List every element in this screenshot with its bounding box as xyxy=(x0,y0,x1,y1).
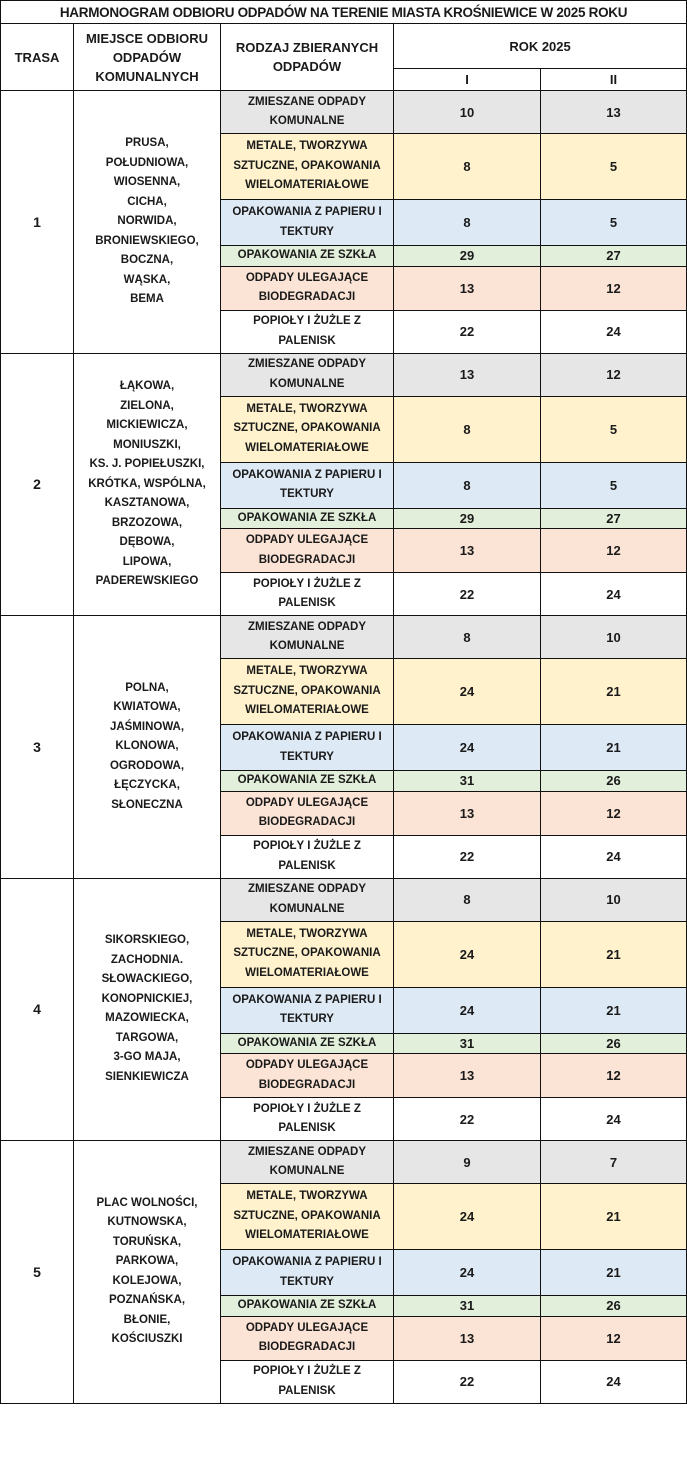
pickup-day-month-1: 24 xyxy=(394,1250,541,1296)
street-name: ŁĄKOWA, xyxy=(119,380,175,392)
pickup-day-month-1: 22 xyxy=(394,835,541,878)
pickup-day-month-2: 12 xyxy=(541,529,687,573)
route-number: 3 xyxy=(1,616,74,879)
street-name: WIOSENNA, xyxy=(113,176,181,188)
header-waste-type: RODZAJ ZBIERANYCH ODPADÓW xyxy=(221,24,394,91)
street-name: KOŚCIUSZKI xyxy=(111,1333,183,1346)
street-name: SŁOWACKIEGO, xyxy=(101,973,193,986)
waste-type-glass: OPAKOWANIA ZE SZKŁA xyxy=(221,1296,394,1317)
waste-type-mixed: ZMIESZANE ODPADY KOMUNALNE xyxy=(221,353,394,396)
pickup-day-month-2: 24 xyxy=(541,1360,687,1403)
street-name: OGRODOWA, xyxy=(109,759,185,772)
street-name: KRÓTKA, WSPÓLNA, xyxy=(88,477,206,490)
pickup-day-month-2: 10 xyxy=(541,878,687,921)
route-streets xyxy=(74,353,221,616)
street-name: NORWIDA, xyxy=(117,215,177,227)
pickup-day-month-2: 21 xyxy=(541,1250,687,1296)
street-name: ZACHODNIA. xyxy=(110,953,184,966)
waste-type-paper: OPAKOWANIA Z PAPIERU I TEKTURY xyxy=(221,1250,394,1296)
pickup-day-month-1: 13 xyxy=(394,529,541,573)
waste-type-glass: OPAKOWANIA ZE SZKŁA xyxy=(221,771,394,792)
pickup-day-month-2: 5 xyxy=(541,134,687,200)
street-name: KLONOWA, xyxy=(115,740,179,752)
street-name: TORUŃSKA, xyxy=(112,1235,182,1248)
waste-type-metal: METALE, TWORZYWA SZTUCZNE, OPAKOWANIA WIELOMATERIAŁOWE xyxy=(221,134,394,200)
street-name: BŁONIE, xyxy=(123,1313,171,1326)
pickup-day-month-2: 21 xyxy=(541,659,687,725)
pickup-day-month-2: 24 xyxy=(541,1098,687,1141)
pickup-day-month-1: 8 xyxy=(394,134,541,200)
pickup-day-month-2: 21 xyxy=(541,921,687,987)
pickup-day-month-2: 21 xyxy=(541,1184,687,1250)
pickup-day-month-2: 5 xyxy=(541,396,687,462)
waste-type-paper: OPAKOWANIA Z PAPIERU I TEKTURY xyxy=(221,462,394,508)
pickup-day-month-1: 29 xyxy=(394,508,541,529)
table-row xyxy=(1,1141,687,1184)
street-name: SIKORSKIEGO, xyxy=(104,934,190,947)
waste-type-metal: METALE, TWORZYWA SZTUCZNE, OPAKOWANIA WIELOMATERIAŁOWE xyxy=(221,659,394,725)
street-name: KOLEJOWA, xyxy=(112,1274,182,1287)
header-location: MIEJSCE ODBIORU ODPADÓW KOMUNALNYCH xyxy=(74,24,221,91)
pickup-day-month-1: 13 xyxy=(394,353,541,396)
pickup-day-month-1: 24 xyxy=(394,921,541,987)
waste-type-bio: ODPADY ULEGAJĄCE BIODEGRADACJI xyxy=(221,266,394,310)
pickup-day-month-1: 31 xyxy=(394,771,541,792)
waste-type-bio: ODPADY ULEGAJĄCE BIODEGRADACJI xyxy=(221,1316,394,1360)
waste-type-ash: POPIOŁY I ŻUŻLE Z PALENISK xyxy=(221,1360,394,1403)
pickup-day-month-2: 24 xyxy=(541,573,687,616)
waste-type-mixed: ZMIESZANE ODPADY KOMUNALNE xyxy=(221,616,394,659)
waste-type-paper: OPAKOWANIA Z PAPIERU I TEKTURY xyxy=(221,725,394,771)
pickup-day-month-2: 27 xyxy=(541,508,687,529)
table-row xyxy=(1,353,687,396)
street-name: POŁUDNIOWA, xyxy=(105,156,189,169)
pickup-day-month-1: 24 xyxy=(394,725,541,771)
street-name: DĘBOWA, xyxy=(119,536,175,548)
waste-type-paper: OPAKOWANIA Z PAPIERU I TEKTURY xyxy=(221,987,394,1033)
pickup-day-month-2: 5 xyxy=(541,462,687,508)
street-name: 3-GO MAJA, xyxy=(113,1051,181,1064)
street-name: PLAC WOLNOŚCI, xyxy=(96,1196,198,1209)
pickup-day-month-1: 8 xyxy=(394,200,541,246)
pickup-day-month-1: 8 xyxy=(394,462,541,508)
street-name: JAŚMINOWA, xyxy=(109,720,185,733)
street-name: KONOPNICKIEJ, xyxy=(101,992,193,1005)
street-name: ZIELONA, xyxy=(120,399,174,412)
pickup-day-month-1: 22 xyxy=(394,310,541,353)
header-trasa: TRASA xyxy=(1,24,74,91)
pickup-day-month-1: 8 xyxy=(394,616,541,659)
pickup-day-month-2: 24 xyxy=(541,310,687,353)
waste-type-ash: POPIOŁY I ŻUŻLE Z PALENISK xyxy=(221,835,394,878)
street-name: LIPOWA, xyxy=(122,555,172,568)
waste-type-mixed: ZMIESZANE ODPADY KOMUNALNE xyxy=(221,1141,394,1184)
waste-type-metal: METALE, TWORZYWA SZTUCZNE, OPAKOWANIA WIELOMATERIAŁOWE xyxy=(221,396,394,462)
waste-type-ash: POPIOŁY I ŻUŻLE Z PALENISK xyxy=(221,1098,394,1141)
pickup-day-month-1: 9 xyxy=(394,1141,541,1184)
pickup-day-month-1: 22 xyxy=(394,1098,541,1141)
route-streets xyxy=(74,1141,221,1404)
pickup-day-month-1: 24 xyxy=(394,1184,541,1250)
waste-type-glass: OPAKOWANIA ZE SZKŁA xyxy=(221,508,394,529)
pickup-day-month-1: 13 xyxy=(394,266,541,310)
street-name: TARGOWA, xyxy=(115,1031,179,1044)
table-row xyxy=(1,616,687,659)
pickup-day-month-1: 22 xyxy=(394,573,541,616)
pickup-day-month-2: 21 xyxy=(541,725,687,771)
street-name: BRZOZOWA, xyxy=(111,516,183,529)
street-name: PARKOWA, xyxy=(115,1255,179,1268)
waste-type-paper: OPAKOWANIA Z PAPIERU I TEKTURY xyxy=(221,200,394,246)
street-name: ŁĘCZYCKA, xyxy=(114,779,180,791)
pickup-day-month-1: 10 xyxy=(394,91,541,134)
pickup-day-month-2: 12 xyxy=(541,1316,687,1360)
pickup-day-month-2: 12 xyxy=(541,791,687,835)
pickup-day-month-1: 22 xyxy=(394,1360,541,1403)
pickup-day-month-2: 12 xyxy=(541,1054,687,1098)
street-name: CICHA, xyxy=(127,195,167,208)
pickup-day-month-2: 27 xyxy=(541,246,687,267)
pickup-day-month-2: 26 xyxy=(541,1296,687,1317)
street-name: BEMA xyxy=(130,293,164,305)
table-row xyxy=(1,91,687,134)
pickup-day-month-1: 8 xyxy=(394,878,541,921)
street-name: PADEREWSKIEGO xyxy=(95,575,199,587)
pickup-day-month-2: 5 xyxy=(541,200,687,246)
street-name: MICKIEWICZA, xyxy=(106,419,188,431)
header-year: ROK 2025 xyxy=(394,24,687,69)
street-name: KS. J. POPIEŁUSZKI, xyxy=(89,458,205,470)
waste-type-bio: ODPADY ULEGAJĄCE BIODEGRADACJI xyxy=(221,529,394,573)
route-number: 1 xyxy=(1,91,74,354)
pickup-day-month-2: 24 xyxy=(541,835,687,878)
route-streets xyxy=(74,878,221,1141)
pickup-day-month-2: 21 xyxy=(541,987,687,1033)
street-name: POLNA, xyxy=(125,681,169,694)
pickup-day-month-2: 13 xyxy=(541,91,687,134)
pickup-day-month-2: 26 xyxy=(541,1033,687,1054)
street-name: SIENKIEWICZA xyxy=(105,1070,189,1083)
waste-type-glass: OPAKOWANIA ZE SZKŁA xyxy=(221,1033,394,1054)
waste-type-metal: METALE, TWORZYWA SZTUCZNE, OPAKOWANIA WIELOMATERIAŁOWE xyxy=(221,921,394,987)
street-name: POZNAŃSKA, xyxy=(108,1294,186,1307)
pickup-day-month-1: 13 xyxy=(394,1316,541,1360)
header-month-2: II xyxy=(541,69,687,91)
street-name: MAZOWIECKA, xyxy=(105,1012,189,1025)
waste-type-bio: ODPADY ULEGAJĄCE BIODEGRADACJI xyxy=(221,791,394,835)
pickup-day-month-1: 8 xyxy=(394,396,541,462)
street-name: PRUSA, xyxy=(125,137,169,149)
table-row xyxy=(1,878,687,921)
street-name: BRONIEWSKIEGO, xyxy=(95,234,199,247)
street-name: WĄSKA, xyxy=(123,273,171,286)
header-month-1: I xyxy=(394,69,541,91)
schedule-body xyxy=(1,91,687,1404)
street-name: BOCZNA, xyxy=(120,254,174,266)
waste-type-bio: ODPADY ULEGAJĄCE BIODEGRADACJI xyxy=(221,1054,394,1098)
pickup-day-month-2: 12 xyxy=(541,353,687,396)
pickup-day-month-2: 7 xyxy=(541,1141,687,1184)
route-number: 2 xyxy=(1,353,74,616)
route-number: 4 xyxy=(1,878,74,1141)
street-name: SŁONECZNA xyxy=(111,798,183,811)
street-name: KUTNOWSKA, xyxy=(107,1216,187,1229)
pickup-day-month-1: 13 xyxy=(394,1054,541,1098)
route-streets xyxy=(74,616,221,879)
pickup-day-month-2: 10 xyxy=(541,616,687,659)
pickup-day-month-2: 26 xyxy=(541,771,687,792)
pickup-day-month-2: 12 xyxy=(541,266,687,310)
waste-type-glass: OPAKOWANIA ZE SZKŁA xyxy=(221,246,394,267)
waste-type-metal: METALE, TWORZYWA SZTUCZNE, OPAKOWANIA WIELOMATERIAŁOWE xyxy=(221,1184,394,1250)
route-streets xyxy=(74,91,221,354)
pickup-day-month-1: 31 xyxy=(394,1033,541,1054)
street-name: MONIUSZKI, xyxy=(113,438,181,451)
table-title: HARMONOGRAM ODBIORU ODPADÓW NA TERENIE MIASTA KROŚNIEWICE W 2025 ROKU xyxy=(1,1,687,24)
pickup-day-month-1: 31 xyxy=(394,1296,541,1317)
street-name: KASZTANOWA, xyxy=(104,497,190,509)
pickup-day-month-1: 29 xyxy=(394,246,541,267)
waste-type-mixed: ZMIESZANE ODPADY KOMUNALNE xyxy=(221,878,394,921)
street-name: KWIATOWA, xyxy=(113,701,181,713)
waste-type-mixed: ZMIESZANE ODPADY KOMUNALNE xyxy=(221,91,394,134)
route-number: 5 xyxy=(1,1141,74,1404)
waste-type-ash: POPIOŁY I ŻUŻLE Z PALENISK xyxy=(221,573,394,616)
pickup-day-month-1: 24 xyxy=(394,987,541,1033)
waste-type-ash: POPIOŁY I ŻUŻLE Z PALENISK xyxy=(221,310,394,353)
pickup-day-month-1: 24 xyxy=(394,659,541,725)
pickup-day-month-1: 13 xyxy=(394,791,541,835)
